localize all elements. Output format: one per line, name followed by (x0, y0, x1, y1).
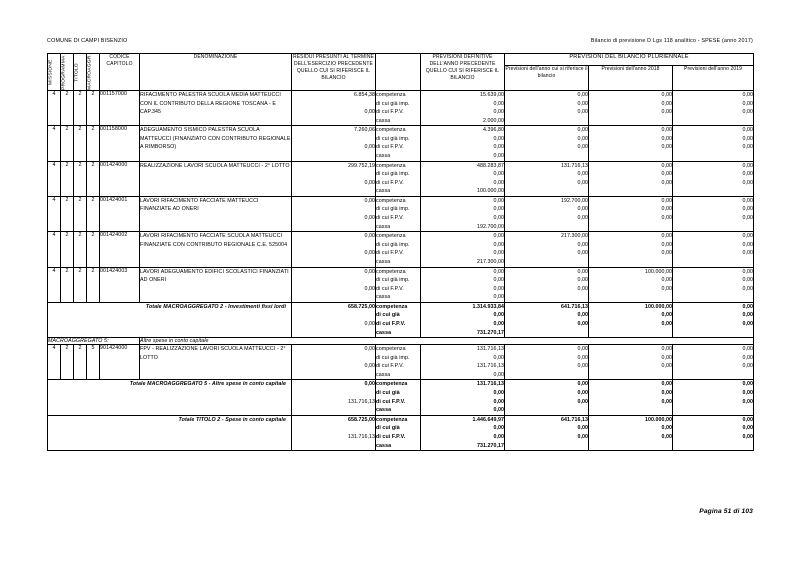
cell-residui: 7.260,06 0,00 (292, 126, 376, 161)
cell-programma: 2 (61, 345, 74, 380)
cell-titolo: 2 (74, 196, 87, 231)
cell-residui: 0,00 0,00 (292, 345, 376, 380)
cell-anno-2019: 0,00 0,00 0,00 (673, 126, 754, 161)
cell-row-labels: competenza di cui già imp. di cui F.P.V. cassa (376, 232, 421, 267)
cell-missione: 4 (48, 161, 61, 196)
cell-codice-capitolo: 001424003 (100, 267, 140, 302)
cell-denominazione: ADEGUAMENTO SISMICO PALESTRA SCUOLA MATTEUCCI (FINANZIATO CON CONTRIBUTO REGIONALE A RIMBORSO) (140, 126, 292, 161)
macroaggregato-code-label: MACROAGGREGATO 5: (48, 338, 140, 345)
cell-anno-corrente: 131.716,13 0,00 0,00 (505, 161, 589, 196)
cell-missione: 4 (48, 126, 61, 161)
table-body (48, 90, 754, 450)
table-total-row (48, 380, 754, 415)
cell-denominazione: LAVORI RIFACIMENTO FACCIATE MATTEUCCI FINANZIATE AD ONERI (140, 196, 292, 231)
col-header-titolo: TITOLO (74, 54, 87, 91)
cell-previsioni-definitive-total: 1.314.933,84 0,00 0,00 731.270,17 (421, 302, 505, 337)
col-header-missione: MISSIONE (48, 54, 61, 91)
cell-previsioni-definitive: 0,00 0,00 0,00 217.300,00 (421, 232, 505, 267)
cell-denominazione: LAVORI RIFACIMENTO FACCIATE SCUOLA MATTEUCCI FINANZIATE CON CONTRIBUTO REGIONALE C.E. 525004 (140, 232, 292, 267)
cell-anno-2019: 0,00 0,00 0,00 (673, 196, 754, 231)
col-header-anno-2019: Previsioni dell'anno 2019 (673, 65, 754, 90)
cell-anno-2019-total: 0,00 0,00 0,00 (673, 415, 754, 450)
cell-titolo: 2 (74, 90, 87, 125)
cell-programma: 2 (61, 126, 74, 161)
cell-missione: 4 (48, 232, 61, 267)
cell-programma: 2 (61, 90, 74, 125)
cell-missione: 4 (48, 90, 61, 125)
cell-row-labels: competenza di cui già imp. di cui F.P.V. cassa (376, 196, 421, 231)
cell-residui: 0,00 0,00 (292, 267, 376, 302)
header-entity-name: COMUNE DI CAMPI BISENZIO (47, 38, 128, 44)
cell-programma: 2 (61, 196, 74, 231)
cell-anno-2019: 0,00 0,00 0,00 (673, 345, 754, 380)
cell-anno-2019-total: 0,00 0,00 0,00 (673, 302, 754, 337)
cell-residui: 0,00 0,00 (292, 196, 376, 231)
table-total-row (48, 415, 754, 450)
cell-row-labels: competenza di cui già imp. di cui F.P.V. cassa (376, 267, 421, 302)
cell-anno-2018: 0,00 0,00 0,00 (589, 196, 673, 231)
cell-programma: 2 (61, 161, 74, 196)
cell-previsioni-definitive: 4.396,80 0,00 0,00 0,00 (421, 126, 505, 161)
cell-previsioni-definitive-total: 1.446.649,97 0,00 0,00 731.270,17 (421, 415, 505, 450)
cell-titolo: 2 (74, 232, 87, 267)
cell-macroaggr: 2 (87, 161, 100, 196)
col-header-previsioni-definitive: PREVISIONI DEFINITIVE DELL'ANNO PRECEDENTE QUELLO CUI SI RIFERISCE IL BILANCIO (421, 54, 505, 91)
cell-missione: 4 (48, 267, 61, 302)
cell-residui: 0,00 0,00 (292, 232, 376, 267)
cell-anno-2018-total: 100.000,00 0,00 0,00 (589, 302, 673, 337)
cell-codice-capitolo: 901424000 (100, 345, 140, 380)
total-label: Totale MACROAGGREGATO 5 - Altre spese in conto capitale (48, 380, 292, 415)
page-footer: Pagina 51 di 103 (699, 508, 753, 515)
cell-residui-total: 658.725,00 131.716,13 (292, 415, 376, 450)
cell-denominazione: REALIZZAZIONE LAVORI SCUOLA MATTEUCCI - 2° LOTTO (140, 161, 292, 196)
cell-anno-2018-total: 100.000,00 0,00 0,00 (589, 415, 673, 450)
col-header-pluriennale-group: PREVISIONI DEL BILANCIO PLURIENNALE (505, 54, 754, 66)
cell-denominazione: LAVORI ADEGUAMENTO EDIFICI SCOLASTICI FINANZIATI AD ONERI (140, 267, 292, 302)
cell-row-labels-total: competenza di cui già di cui F.P.V. cassa (376, 302, 421, 337)
cell-anno-2018: 0,00 0,00 0,00 (589, 161, 673, 196)
cell-macroaggr: 2 (87, 232, 100, 267)
cell-anno-2018-total: 0,00 0,00 0,00 (589, 380, 673, 415)
macroaggregato-section-row (48, 338, 754, 345)
cell-previsioni-definitive: 131.716,13 0,00 131.716,13 0,00 (421, 345, 505, 380)
cell-denominazione: RIFACIMENTO PALESTRA SCUOLA MEDIA MATTEUCCI CON IL CONTRIBUTO DELLA REGIONE TOSCANA - E CAP.345 (140, 90, 292, 125)
cell-anno-2019: 0,00 0,00 0,00 (673, 90, 754, 125)
table-head (48, 54, 754, 91)
cell-titolo: 2 (74, 161, 87, 196)
cell-anno-2018: 0,00 0,00 0,00 (589, 90, 673, 125)
cell-codice-capitolo: 001424000 (100, 161, 140, 196)
table-row (48, 161, 754, 196)
header-document-title: Bilancio di previsione D Lgs 118 analitico - SPESE (anno 2017) (590, 38, 753, 44)
table-row (48, 345, 754, 380)
cell-row-labels: competenza di cui già imp. di cui F.P.V. cassa (376, 126, 421, 161)
cell-missione: 4 (48, 345, 61, 380)
cell-previsioni-definitive: 0,00 0,00 0,00 192.700,00 (421, 196, 505, 231)
table-row (48, 126, 754, 161)
col-header-programma: PROGRAMMA (61, 54, 74, 91)
cell-programma: 2 (61, 267, 74, 302)
total-label: Totale MACROAGGREGATO 2 - Investimenti fissi lordi (48, 302, 292, 337)
table-total-row (48, 302, 754, 337)
cell-anno-corrente: 0,00 0,00 0,00 (505, 90, 589, 125)
table-row (48, 232, 754, 267)
cell-residui: 6.854,38 0,00 (292, 90, 376, 125)
cell-anno-corrente: 0,00 0,00 0,00 (505, 345, 589, 380)
cell-codice-capitolo: 001424001 (100, 196, 140, 231)
cell-macroaggr: 2 (87, 196, 100, 231)
col-header-codice-capitolo: CODICE CAPITOLO (100, 54, 140, 91)
cell-previsioni-definitive: 0,00 0,00 0,00 0,00 (421, 267, 505, 302)
table-row (48, 196, 754, 231)
cell-anno-corrente: 217.300,00 0,00 0,00 (505, 232, 589, 267)
col-header-anno-corrente: Previsioni dell'anno cui si riferisce il bilancio (505, 65, 589, 90)
cell-previsioni-definitive: 488.283,87 0,00 0,00 100.000,00 (421, 161, 505, 196)
cell-anno-corrente: 0,00 0,00 0,00 (505, 267, 589, 302)
cell-anno-2018: 0,00 0,00 0,00 (589, 345, 673, 380)
cell-titolo: 2 (74, 126, 87, 161)
cell-anno-corrente: 192.700,00 0,00 0,00 (505, 196, 589, 231)
col-header-macroaggr: MACROAGGR. (87, 54, 100, 91)
cell-titolo: 2 (74, 267, 87, 302)
cell-anno-corrente: 0,00 0,00 0,00 (505, 126, 589, 161)
cell-row-labels-total: competenza di cui già di cui F.P.V. cassa (376, 380, 421, 415)
cell-previsioni-definitive-total: 131.716,13 0,00 0,00 0,00 (421, 380, 505, 415)
cell-row-labels: competenza di cui già imp. di cui F.P.V. cassa (376, 90, 421, 125)
cell-anno-corrente-total: 0,00 0,00 0,00 (505, 380, 589, 415)
document-header (47, 38, 753, 44)
cell-row-labels-total: competenza di cui già di cui F.P.V. cassa (376, 415, 421, 450)
cell-residui-total: 0,00 131.716,13 (292, 380, 376, 415)
table-header-row-1 (48, 54, 754, 66)
cell-macroaggr: 2 (87, 126, 100, 161)
cell-codice-capitolo: 001158000 (100, 126, 140, 161)
macroaggregato-name: Altre spese in conto capitale (140, 338, 754, 345)
cell-anno-2018: 0,00 0,00 0,00 (589, 232, 673, 267)
budget-table-container (47, 53, 753, 451)
budget-table (47, 53, 754, 451)
cell-residui-total: 658.725,00 0,00 (292, 302, 376, 337)
cell-codice-capitolo: 001157000 (100, 90, 140, 125)
col-header-residui: RESIDUI PRESUNTI AL TERMINE DELL'ESERCIZIO PRECEDENTE QUELLO CUI SI RIFERISCE IL BILANCIO (292, 54, 376, 91)
cell-anno-2019-total: 0,00 0,00 0,00 (673, 380, 754, 415)
cell-anno-2019: 0,00 0,00 0,00 (673, 267, 754, 302)
cell-macroaggr: 2 (87, 267, 100, 302)
col-header-anno-2018: Previsioni dell'anno 2018 (589, 65, 673, 90)
col-header-denominazione: DENOMINAZIONE (140, 54, 292, 91)
cell-denominazione: FPV - REALIZZAZIONE LAVORI SCUOLA MATTEUCCI - 2° LOTTO (140, 345, 292, 380)
cell-anno-corrente-total: 641.716,13 0,00 0,00 (505, 302, 589, 337)
table-row (48, 267, 754, 302)
cell-anno-corrente-total: 641.716,13 0,00 0,00 (505, 415, 589, 450)
cell-titolo: 2 (74, 345, 87, 380)
cell-missione: 4 (48, 196, 61, 231)
cell-previsioni-definitive: 15.639,00 0,00 0,00 2.000,00 (421, 90, 505, 125)
cell-anno-2019: 0,00 0,00 0,00 (673, 232, 754, 267)
cell-row-labels: competenza di cui già imp. di cui F.P.V. cassa (376, 345, 421, 380)
cell-macroaggr: 5 (87, 345, 100, 380)
cell-residui: 299.752,19 0,00 (292, 161, 376, 196)
cell-anno-2018: 100.000,00 0,00 0,00 (589, 267, 673, 302)
cell-programma: 2 (61, 232, 74, 267)
table-row (48, 90, 754, 125)
cell-codice-capitolo: 001424002 (100, 232, 140, 267)
cell-row-labels: competenza di cui già imp. di cui F.P.V. cassa (376, 161, 421, 196)
cell-anno-2019: 0,00 0,00 0,00 (673, 161, 754, 196)
cell-anno-2018: 0,00 0,00 0,00 (589, 126, 673, 161)
cell-macroaggr: 2 (87, 90, 100, 125)
col-header-spacer (376, 54, 421, 91)
total-label: Totale TITOLO 2 - Spese in conto capitale (48, 415, 292, 450)
